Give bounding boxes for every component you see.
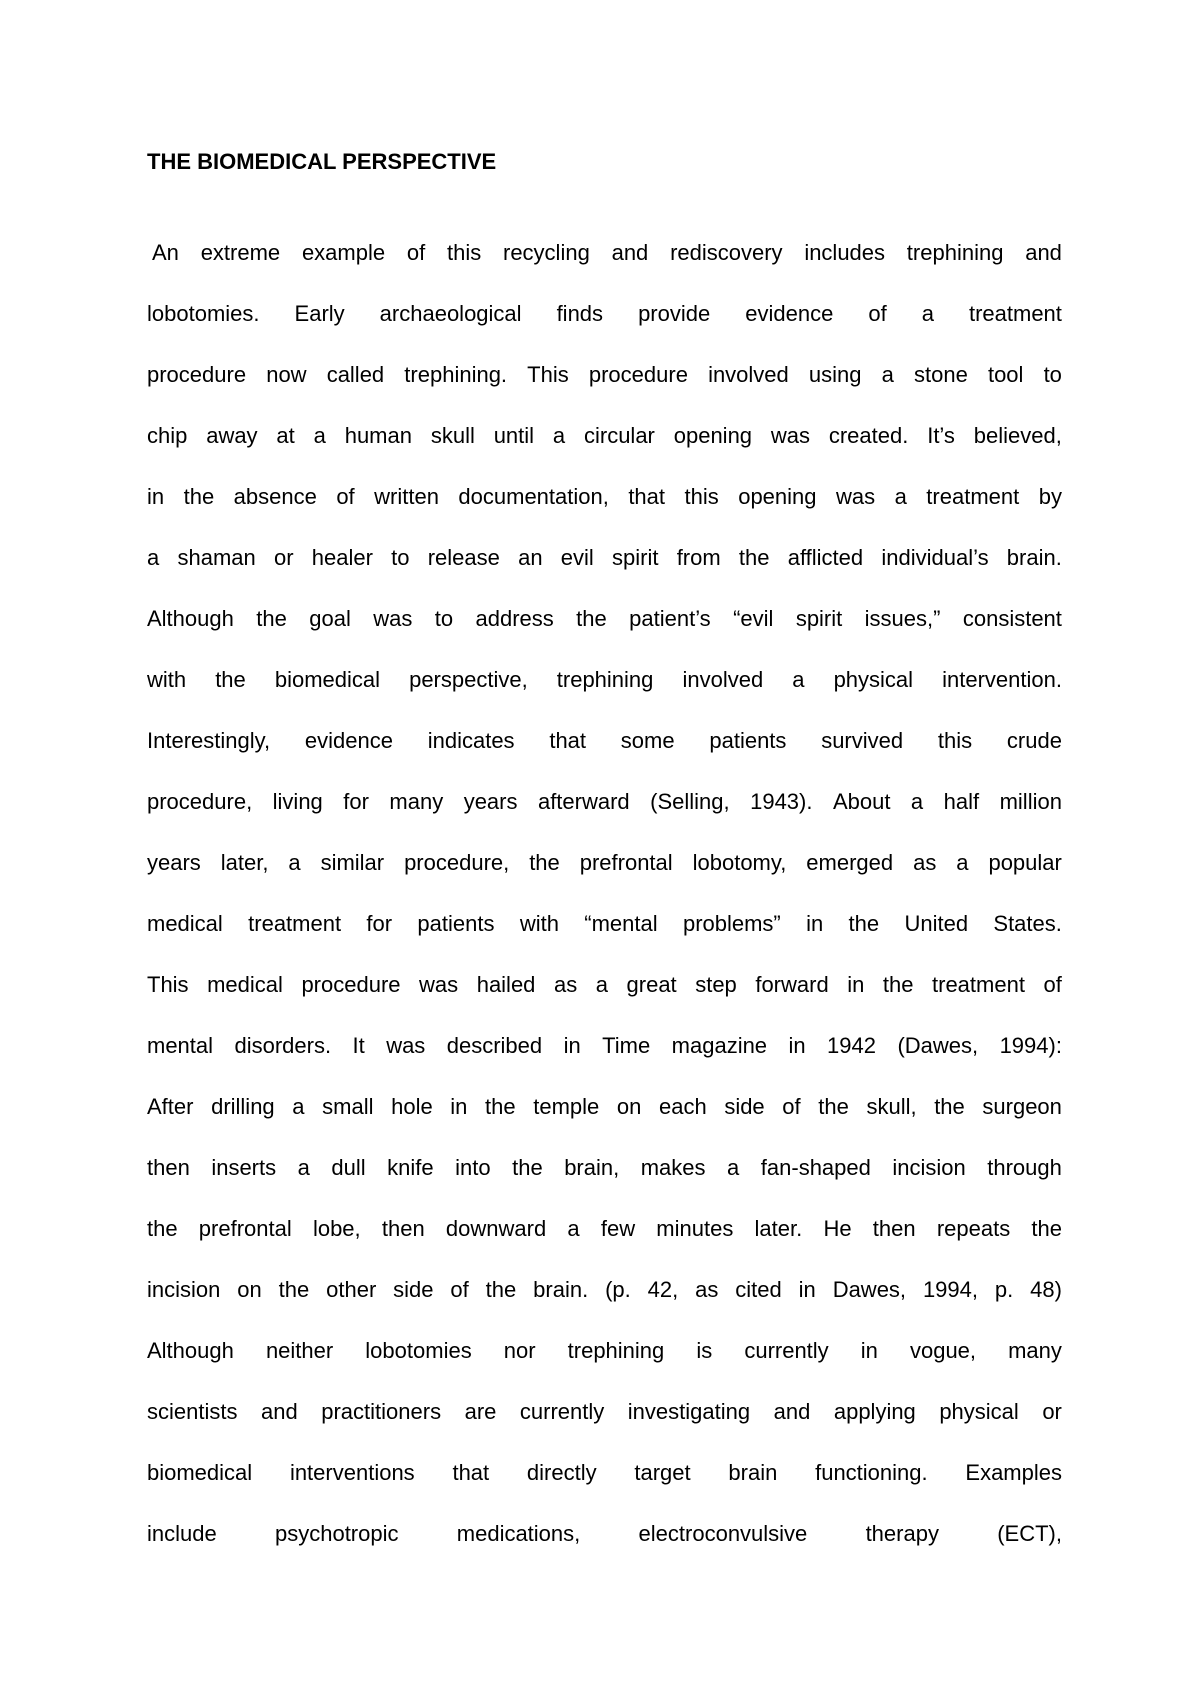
text-line: the prefrontal lobe, then downward a few minutes later. He then repeats the [147,1216,1062,1241]
text-line: Although neither lobotomies nor trephining is currently in vogue, many [147,1338,1062,1363]
text-line: After drilling a small hole in the temple on each side of the skull, the surgeon [147,1094,1062,1119]
text-line: years later, a similar procedure, the prefrontal lobotomy, emerged as a popular [147,850,1062,875]
text-line: biomedical interventions that directly target brain functioning. Examples [147,1460,1062,1485]
text-line: scientists and practitioners are currently investigating and applying physical or [147,1399,1062,1424]
text-line: then inserts a dull knife into the brain, makes a fan-shaped incision through [147,1155,1062,1180]
section-heading: THE BIOMEDICAL PERSPECTIVE [147,149,497,174]
text-line: include psychotropic medications, electroconvulsive therapy (ECT), [147,1521,1062,1546]
document-content [147,144,1062,1564]
text-line: in the absence of written documentation, that this opening was a treatment by [147,484,1062,509]
text-line: An extreme example of this recycling and rediscovery includes trephining and [152,240,1062,265]
text-line: medical treatment for patients with “mental problems” in the United States. [147,911,1062,936]
text-line: procedure now called trephining. This procedure involved using a stone tool to [147,362,1062,387]
body-text [147,222,1062,1564]
text-line: with the biomedical perspective, trephining involved a physical intervention. [147,667,1062,692]
text-line: procedure, living for many years afterward (Selling, 1943). About a half million [147,789,1062,814]
text-line: chip away at a human skull until a circular opening was created. It’s believed, [147,423,1062,448]
text-line: This medical procedure was hailed as a great step forward in the treatment of [147,972,1062,997]
text-line: Interestingly, evidence indicates that some patients survived this crude [147,728,1062,753]
text-line: incision on the other side of the brain. (p. 42, as cited in Dawes, 1994, p. 48) [147,1277,1062,1302]
text-line: mental disorders. It was described in Time magazine in 1942 (Dawes, 1994): [147,1033,1062,1058]
text-line: a shaman or healer to release an evil spirit from the afflicted individual’s brain. [147,545,1062,570]
text-line: lobotomies. Early archaeological finds provide evidence of a treatment [147,301,1062,326]
text-line: Although the goal was to address the patient’s “evil spirit issues,” consistent [147,606,1062,631]
